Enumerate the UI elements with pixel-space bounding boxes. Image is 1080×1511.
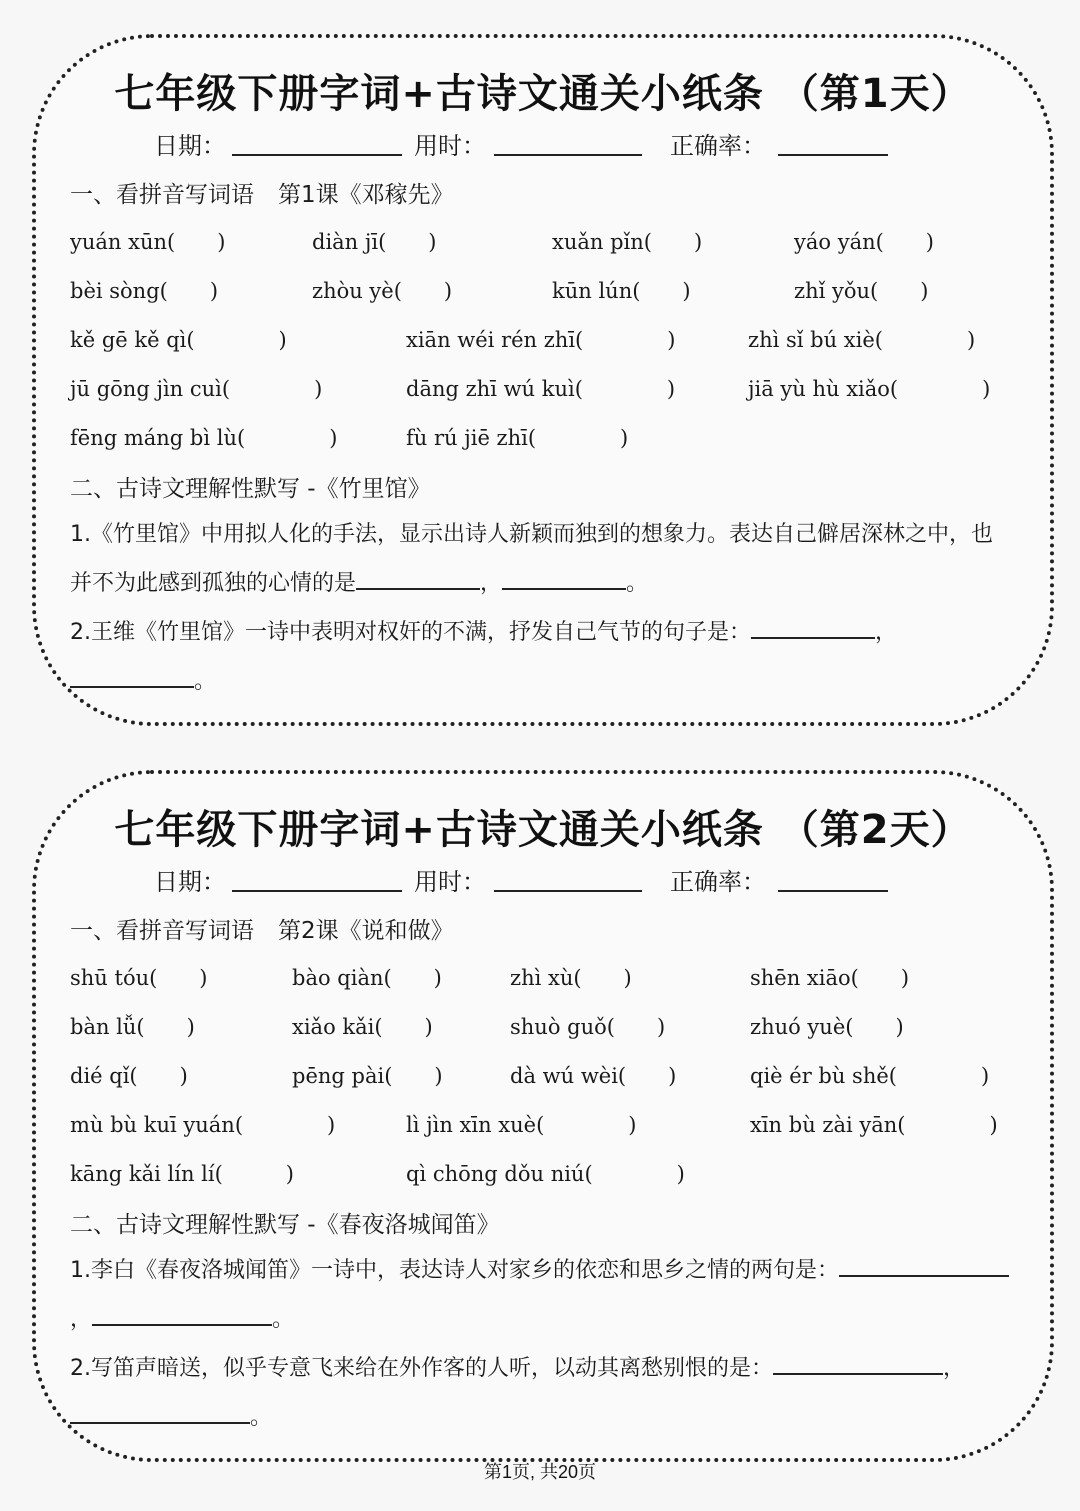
pinyin-item[interactable]: zhòu yè( ): [312, 279, 453, 303]
accuracy-blank[interactable]: [778, 890, 888, 892]
pinyin-item[interactable]: fù rú jiē zhī( ): [406, 426, 629, 450]
pinyin-item[interactable]: shuò guǒ( ): [510, 1015, 666, 1039]
question-2: 2.王维《竹里馆》一诗中表明对权奸的不满，抒发自己气节的句子是： ，。: [70, 608, 1012, 706]
pinyin-item[interactable]: lì jìn xīn xuè( ): [406, 1113, 637, 1137]
section-poem-heading: 二、古诗文理解性默写 -《春夜洛城闻笛》: [70, 1212, 500, 1238]
card-title: 七年级下册字词+古诗文通关小纸条 （第2天）: [114, 807, 972, 853]
section-poem-heading: 二、古诗文理解性默写 -《竹里馆》: [70, 476, 431, 502]
lesson-title: 第2课《说和做》: [278, 918, 454, 944]
pinyin-item[interactable]: qì chōng dǒu niú( ): [406, 1162, 685, 1186]
worksheet-card-day2: [32, 770, 1054, 1462]
pinyin-item[interactable]: qiè ér bù shě( ): [750, 1064, 990, 1088]
pinyin-item[interactable]: shū tóu( ): [70, 966, 208, 990]
pinyin-item[interactable]: xiān wéi rén zhī( ): [406, 328, 676, 352]
answer-blank[interactable]: [502, 568, 626, 590]
pinyin-item[interactable]: zhì xù( ): [510, 966, 632, 990]
pinyin-item[interactable]: yáo yán( ): [794, 230, 934, 254]
page-counter: 第1页, 共20页: [483, 1462, 597, 1482]
pinyin-item[interactable]: dié qǐ( ): [70, 1064, 188, 1088]
section-pinyin-heading: [70, 176, 454, 209]
pinyin-item[interactable]: bào qiàn( ): [292, 966, 442, 990]
section-pinyin-heading: [70, 912, 454, 945]
accuracy-blank[interactable]: [778, 154, 888, 156]
question-1: 1.李白《春夜洛城闻笛》一诗中，表达诗人对家乡的依恋和思乡之情的两句是：， 。: [70, 1246, 1012, 1344]
pinyin-item[interactable]: yuán xūn( ): [70, 230, 226, 254]
pinyin-item[interactable]: mù bù kuī yuán( ): [70, 1113, 336, 1137]
pinyin-item[interactable]: kāng kǎi lín lí( ): [70, 1162, 294, 1186]
answer-blank[interactable]: [773, 1353, 943, 1375]
date-label: 日期：: [154, 868, 226, 896]
answer-blank[interactable]: [839, 1255, 1009, 1277]
answer-blank[interactable]: [92, 1304, 272, 1326]
pinyin-item[interactable]: bèi sòng( ): [70, 279, 219, 303]
pinyin-item[interactable]: xiǎo kǎi( ): [292, 1015, 433, 1039]
date-label: 日期：: [154, 132, 226, 160]
accuracy-label: 正确率：: [670, 132, 766, 160]
pinyin-item[interactable]: jū gōng jìn cuì( ): [70, 377, 323, 401]
pinyin-item[interactable]: diàn jī( ): [312, 230, 437, 254]
answer-blank[interactable]: [356, 568, 480, 590]
pinyin-item[interactable]: zhuó yuè( ): [750, 1015, 904, 1039]
pinyin-item[interactable]: zhì sǐ bú xiè( ): [748, 328, 976, 352]
time-label: 用时：: [414, 132, 486, 160]
accuracy-label: 正确率：: [670, 868, 766, 896]
pinyin-item[interactable]: dāng zhī wú kuì( ): [406, 377, 676, 401]
pinyin-item[interactable]: jiā yù hù xiǎo( ): [748, 377, 991, 401]
pinyin-item[interactable]: xīn bù zài yān( ): [750, 1113, 998, 1137]
question-2: 2.写笛声暗送，似乎专意飞来给在外作客的人听，以动其离愁别恨的是： ，。: [70, 1344, 1012, 1442]
card-title: 七年级下册字词+古诗文通关小纸条 （第1天）: [114, 71, 972, 117]
pinyin-item[interactable]: bàn lǚ( ): [70, 1015, 195, 1039]
pinyin-item[interactable]: fēng máng bì lù( ): [70, 426, 338, 450]
pinyin-item[interactable]: pēng pài( ): [292, 1064, 443, 1088]
section-title: 一、看拼音写词语: [70, 918, 254, 944]
pinyin-item[interactable]: kūn lún( ): [552, 279, 691, 303]
worksheet-card-day1: [32, 34, 1054, 726]
answer-blank[interactable]: [70, 1402, 250, 1424]
date-blank[interactable]: [232, 154, 402, 156]
meta-row: [36, 862, 1050, 896]
meta-row: [36, 126, 1050, 160]
pinyin-item[interactable]: zhǐ yǒu( ): [794, 279, 929, 303]
lesson-title: 第1课《邓稼先》: [278, 182, 454, 208]
time-label: 用时：: [414, 868, 486, 896]
question-1: 1.《竹里馆》中用拟人化的手法，显示出诗人新颖而独到的想象力。表达自己僻居深林之中，也并不为此感到孤独的心情的是 ， 。: [70, 522, 993, 596]
pinyin-item[interactable]: kě gē kě qì( ): [70, 328, 287, 352]
pinyin-item[interactable]: xuǎn pǐn( ): [552, 230, 703, 254]
answer-blank[interactable]: [70, 666, 194, 688]
time-blank[interactable]: [494, 890, 642, 892]
pinyin-item[interactable]: shēn xiāo( ): [750, 966, 910, 990]
answer-blank[interactable]: [751, 617, 875, 639]
section-title: 一、看拼音写词语: [70, 182, 254, 208]
time-blank[interactable]: [494, 154, 642, 156]
date-blank[interactable]: [232, 890, 402, 892]
pinyin-item[interactable]: dà wú wèi( ): [510, 1064, 677, 1088]
